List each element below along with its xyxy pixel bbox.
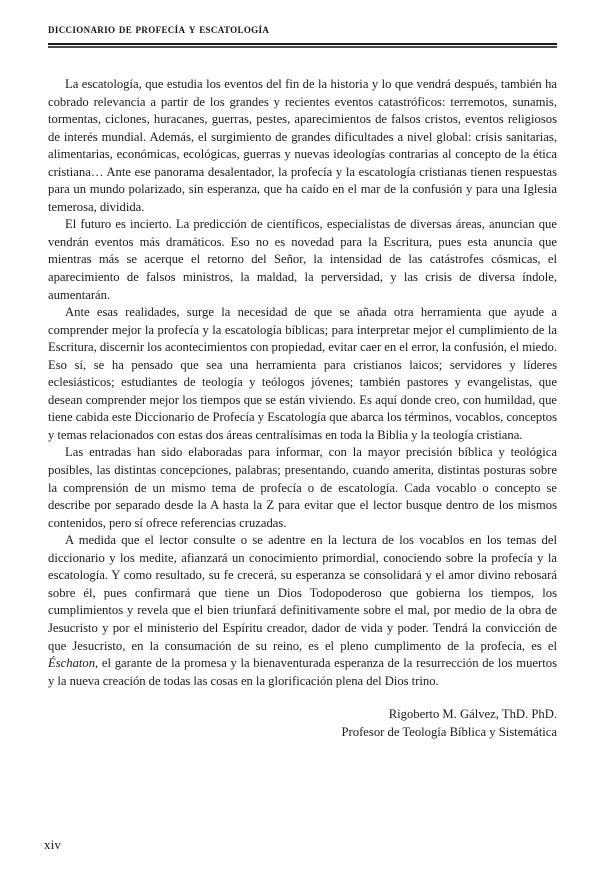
- paragraph-final-text-before: A medida que el lector consulte o se adentre en la lectura de los vocablos en los temas del diccionario y los medite, afianzará un conocimiento primordial, conociendo sobre la profecía y la escatología. Y como resultado, su fe crecerá, su esperanza se consolidará y el amor divino rebosará sobre él, pues confirmará que tiene un Dios Todopoderoso que gobierna los tiempos, los cumplimientos y revela que el bien triunfará definitivamente sobre el mal, por medio de la obra de Jesucristo y por el ministerio del Espíritu creador, dador de vida y poder. Tendrá la convicción de que Jesucristo, en la consumación de su reino, es el pleno cumplimento de la profecía, es el: [48, 533, 557, 653]
- paragraph-final-text-after: , el garante de la promesa y la bienaventurada esperanza de la resurrección de los muertos y la nueva creación de todas las cosas en la glorificación plena del Dios trino.: [48, 656, 557, 688]
- header-double-rule: [48, 43, 557, 48]
- paragraph: El futuro es incierto. La predicción de científicos, especialistas de diversas áreas, anuncian que vendrán eventos más dramáticos. Eso no es novedad para la Escritura, pues esta anuncia que mientras más se acerque el retorno del Señor, la intensidad de las catástrofes cósmicas, el aparecimiento de falsos ministros, la maldad, la perversidad, y las crisis de diversa índole, aumentarán.: [48, 217, 557, 302]
- paragraph: Las entradas han sido elaboradas para informar, con la mayor precisión bíblica y teológica posibles, las distintas concepciones, palabras; presentando, cuando amerita, distintas posturas sobre la comprensión de un mismo tema de profecía o de escatología. Cada vocablo o concepto se describe por separado desde la A hasta la Z para evitar que el lector busque dentro de los mismos contenidos, pero sí ofrece referencias cruzadas.: [48, 445, 557, 530]
- running-head-title: diccionario de profecía y escatología: [48, 22, 270, 36]
- author-name: Rigoberto M. Gálvez, ThD. PhD.: [388, 707, 557, 721]
- eschaton-italic-term: Éschaton: [48, 656, 96, 671]
- author-title: Profesor de Teología Bíblica y Sistemática: [341, 724, 557, 739]
- body-text-block: [48, 76, 557, 690]
- paragraph: La escatología, que estudia los eventos del fin de la historia y lo que vendrá después, también ha cobrado relevancia a partir de los grandes y recientes eventos catastróficos: terremotos, sunamis, tormentas, ciclones, huracanes, guerras, pestes, aparecimientos de falsos cristos, eventos religiosos de interés mundial. Además, el surgimiento de grandes dificultades a nivel global: crisis sanitarias, alimentarias, económicas, ecológicas, guerras y nuevas ideologías contrarias al concepto de la ética cristiana… Ante ese panorama desalentador, la profecía y la escatología cristianas tienen respuestas para un mundo polarizado, sin esperanza, que ha caído en el mar de la confusión y para una Iglesia temerosa, dividida.: [48, 77, 557, 214]
- running-head: [48, 22, 558, 48]
- paragraph: Ante esas realidades, surge la necesidad de que se añada otra herramienta que ayude a comprender mejor la profecía y la escatología bíblicas; para interpretar mejor el cumplimiento de la Escritura, discernir los acontecimientos con propiedad, evitar caer en el error, la confusión, el miedo. Eso sí, se ha pensado que sea una herramienta para cristianos laicos; servidores y líderes eclesiásticos; estudiantes de teología y teólogos jóvenes; también pastores y evangelistas, que desean comprender mejor los tiempos que se están viviendo. Es aquí donde creo, con humildad, que tiene cabida este Diccionario de Profecía y Escatología que abarca los términos, vocablos, conceptos y temas relacionados con estas dos áreas centralísimas en toda la Biblia y la teología cristiana.: [48, 305, 557, 442]
- paragraph-final: [48, 532, 557, 690]
- signature-block: [48, 706, 557, 741]
- page-number: xiv: [44, 838, 62, 852]
- header-rule-thin: [48, 46, 557, 47]
